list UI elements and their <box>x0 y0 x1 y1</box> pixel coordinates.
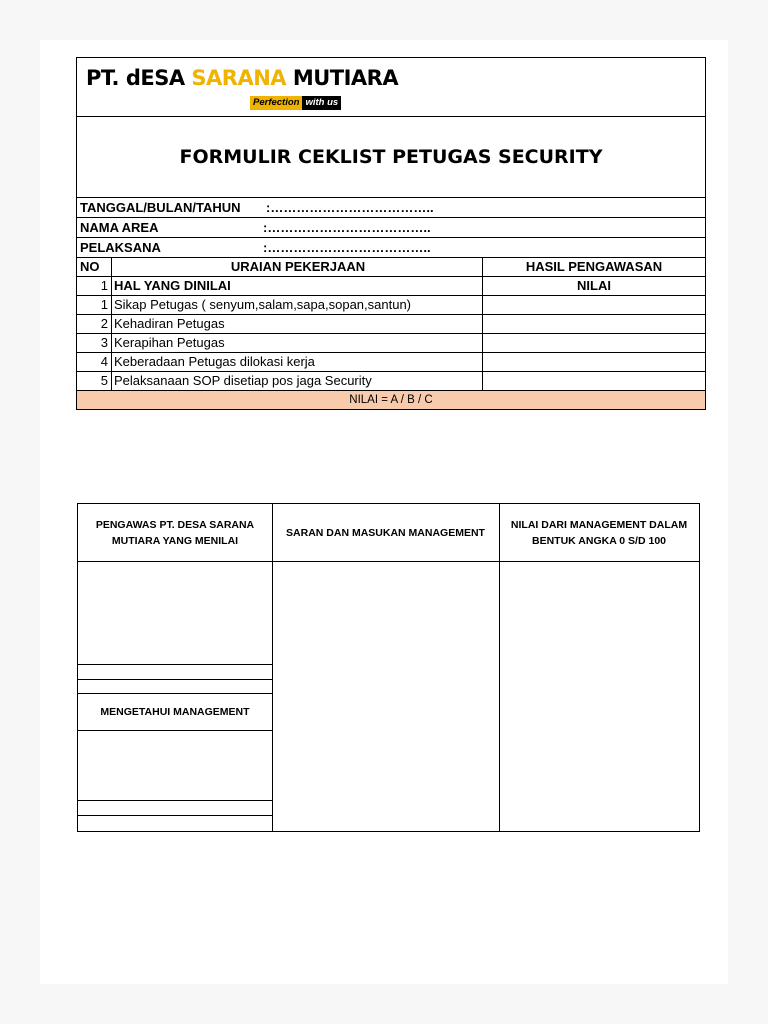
logo-tagline <box>250 96 341 110</box>
row-result-cell[interactable] <box>483 353 705 371</box>
suggestion-input-area[interactable] <box>273 562 499 832</box>
signature-line <box>78 693 272 694</box>
row-result-cell[interactable] <box>483 296 705 314</box>
table-row <box>77 334 705 353</box>
info-label-executor: PELAKSANA <box>80 240 161 255</box>
header-result: HASIL PENGAWASAN <box>525 259 663 274</box>
subheader-no: 1 <box>77 277 112 295</box>
supervisor-header: PENGAWAS PT. DESA SARANA MUTIARA YANG MENILAI <box>95 519 255 547</box>
row-desc: Keberadaan Petugas dilokasi kerja <box>112 353 483 371</box>
table-row <box>77 372 705 391</box>
info-row-executor <box>77 238 705 258</box>
subheader-desc: HAL YANG DINILAI <box>112 277 483 295</box>
signature-line <box>78 815 272 816</box>
row-no: 4 <box>77 353 112 371</box>
row-no: 3 <box>77 334 112 352</box>
row-result-cell[interactable] <box>483 334 705 352</box>
row-no: 2 <box>77 315 112 333</box>
info-value-area[interactable]: :……………………………….. <box>263 220 431 235</box>
signature-line <box>78 679 272 680</box>
info-label-area: NAMA AREA <box>80 220 159 235</box>
row-desc: Kehadiran Petugas <box>112 315 483 333</box>
row-no: 1 <box>77 296 112 314</box>
suggestion-header: SARAN DAN MASUKAN MANAGEMENT <box>286 527 485 539</box>
logo-name-suffix: MUTIARA <box>286 66 399 90</box>
row-desc: Sikap Petugas ( senyum,salam,sapa,sopan,santun) <box>112 296 483 314</box>
logo-tagline-b: with us <box>302 96 341 110</box>
info-row-date <box>77 198 705 218</box>
table-row <box>77 315 705 334</box>
row-no: 5 <box>77 372 112 390</box>
row-desc: Kerapihan Petugas <box>112 334 483 352</box>
row-desc: Pelaksanaan SOP disetiap pos jaga Security <box>112 372 483 390</box>
info-value-executor[interactable]: :……………………………….. <box>263 240 431 255</box>
logo-name-prefix: PT. dESA <box>86 66 192 90</box>
acknowledged-label: MENGETAHUI MANAGEMENT <box>100 706 250 718</box>
evaluation-form <box>77 503 700 832</box>
row-result-cell[interactable] <box>483 372 705 390</box>
score-input-area[interactable] <box>500 562 700 832</box>
info-row-area <box>77 218 705 238</box>
table-header-row <box>77 258 705 277</box>
table-row <box>77 296 705 315</box>
logo-name-accent: SARANA <box>191 66 287 90</box>
table-subheader-row <box>77 277 705 296</box>
info-value-date[interactable]: :……………………………….. <box>266 200 434 215</box>
grade-legend-bar: NILAI = A / B / C <box>77 391 705 409</box>
signature-line <box>78 664 272 665</box>
header-no: NO <box>77 258 112 276</box>
logo-tagline-a: Perfection <box>250 96 302 110</box>
signature-line <box>78 800 272 801</box>
subheader-result: NILAI <box>577 278 611 293</box>
score-header: NILAI DARI MANAGEMENT DALAM BENTUK ANGKA 0 S/D 100 <box>510 519 688 547</box>
supervisor-signature-area[interactable] <box>78 562 272 664</box>
row-result-cell[interactable] <box>483 315 705 333</box>
info-label-date: TANGGAL/BULAN/TAHUN <box>80 200 241 215</box>
management-signature-area[interactable] <box>78 731 272 800</box>
checklist-form <box>76 57 706 410</box>
logo-wordmark <box>86 66 398 90</box>
table-row <box>77 353 705 372</box>
company-logo <box>77 58 705 117</box>
form-title: FORMULIR CEKLIST PETUGAS SECURITY <box>77 117 705 198</box>
header-desc: URAIAN PEKERJAAN <box>112 258 483 276</box>
